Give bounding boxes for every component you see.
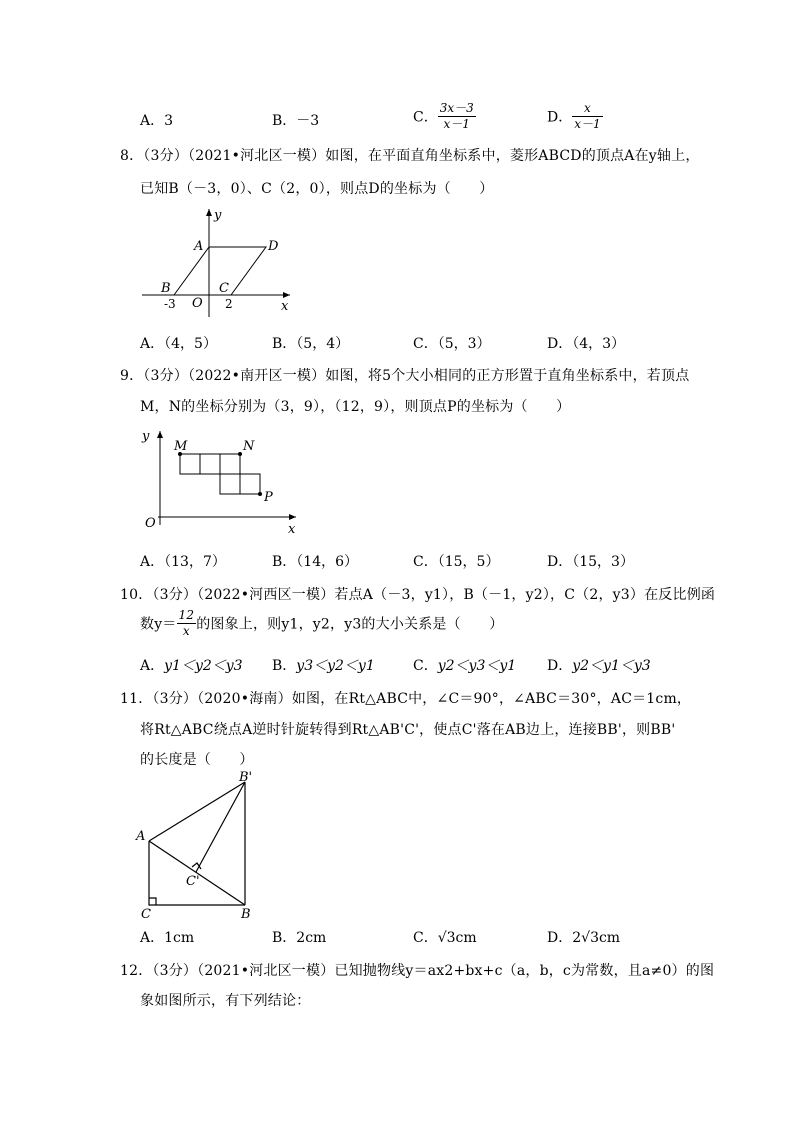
- q9-y-arrow-icon: [157, 431, 163, 438]
- q9-point-p: [258, 492, 262, 496]
- q8-x-arrow-icon: [283, 292, 290, 298]
- q11-label-b-prime: B': [239, 770, 253, 785]
- q9-option-d: D．（15，3）: [547, 554, 634, 570]
- q8-stem-line1: 8．（3分）（2021•河北区一模）如图，在平面直角坐标系中，菱形ABCD的顶点A在y轴上，: [120, 148, 700, 164]
- q8-tick-2: 2: [225, 297, 233, 311]
- q9-option-b: B．（14，6）: [272, 554, 359, 570]
- q11-label-a: A: [136, 829, 146, 844]
- q9-square-2: [200, 454, 220, 474]
- q9-square-5: [240, 474, 260, 494]
- q8-label-b: B: [161, 281, 171, 296]
- q7-option-a: A．3: [140, 113, 174, 129]
- q7-option-c: C． $\frac{3x-3}{x-1}$: [413, 101, 474, 131]
- q8-tick-neg3: -3: [164, 297, 176, 311]
- q7-c-numerator: 3x－3: [439, 101, 474, 115]
- q11-stem-line3: 的长度是（ ）: [140, 752, 254, 768]
- q8-label-o: O: [192, 296, 203, 311]
- q8-option-b: B．（5，4）: [272, 336, 350, 352]
- q7-d-numerator: x: [572, 101, 602, 117]
- q8-label-c: C: [219, 281, 229, 296]
- q10-option-d: D．y2＜y1＜y3: [547, 658, 651, 674]
- q8-option-d: D．（4，3）: [547, 336, 626, 352]
- q10-stem-line2: 数y＝ $\frac{12}{x}$ 的图象上，则y1，y2，y3的大小关系是（ ）: [140, 608, 504, 638]
- q9-squares-figure: [138, 425, 308, 535]
- q9-label-p: P: [264, 490, 273, 505]
- q8-option-c: C．（5，3）: [413, 336, 491, 352]
- q7-option-b: B．－3: [272, 113, 320, 129]
- q9-label-o: O: [145, 516, 156, 531]
- q12-stem-line2: 象如图所示，有下列结论：: [140, 993, 311, 1009]
- q10-option-c: C．y2＜y3＜y1: [413, 658, 517, 674]
- q11-label-c: C: [141, 907, 151, 918]
- q11-label-b: B: [241, 907, 251, 918]
- q9-square-4: [220, 474, 240, 494]
- q10-option-b: B．y3＜y2＜y1: [272, 658, 375, 674]
- q9-square-1: [180, 454, 200, 474]
- q10-stem-line1: 10．（3分）（2022•河西区一模）若点A（－3，y1），B（－1，y2），C（2，y3）在反比例函: [120, 587, 716, 603]
- q9-x-arrow-icon: [289, 514, 296, 520]
- q10-frac-numerator: 12: [178, 608, 195, 622]
- q9-option-a: A．（13，7）: [140, 554, 226, 570]
- q9-label-y: y: [142, 429, 150, 444]
- q11-option-c: C．√3cm: [413, 930, 477, 946]
- q8-label-x: x: [281, 299, 289, 314]
- q11-stem-line1: 11．（3分）（2020•海南）如图，在Rt△ABC中，∠C＝90°，∠ABC＝30°，AC＝1cm，: [120, 691, 692, 707]
- q8-label-a: A: [194, 239, 204, 254]
- q11-segment-b-prime-c-prime: [196, 782, 245, 872]
- q10-frac-denominator: x: [182, 624, 190, 638]
- q11-option-d: D．2√3cm: [547, 930, 621, 946]
- q10-option-a: A．y1＜y2＜y3: [140, 658, 243, 674]
- q8-y-arrow-icon: [206, 209, 212, 216]
- q9-stem-line2: M，N的坐标分别为（3，9），（12，9），则顶点P的坐标为（ ）: [140, 399, 571, 415]
- q9-label-m: M: [174, 439, 188, 454]
- q7-d-denominator: x－1: [574, 117, 601, 131]
- q9-squares: [180, 454, 260, 494]
- q8-rhombus-figure: [130, 205, 300, 320]
- q9-stem-line1: 9．（3分）（2022•南开区一模）如图，将5个大小相同的正方形置于直角坐标系中，若顶点: [120, 368, 690, 384]
- q12-stem-line1: 12．（3分）（2021•河北区一模）已知抛物线y＝ax2+bx+c（a，b，c为常数，且a≠0）的图: [120, 963, 715, 979]
- q8-label-d: D: [268, 239, 279, 254]
- q9-point-n: [238, 452, 242, 456]
- q7-c-denominator: x－1: [443, 117, 470, 131]
- q11-segment-ab-prime: [149, 782, 245, 841]
- q11-right-angle-c-prime: [192, 863, 201, 869]
- q9-option-c: C．（15，5）: [413, 554, 500, 570]
- q11-stem-line2: 将Rt△ABC绕点A逆时针旋转得到Rt△AB'C'，使点C'落在AB边上，连接BB'，则BB': [140, 722, 676, 738]
- q11-segment-ab: [149, 841, 245, 905]
- q11-option-b: B．2cm: [272, 930, 327, 946]
- q11-triangle-figure: [135, 770, 275, 918]
- q9-square-3: [220, 454, 240, 474]
- q11-label-c-prime: C': [186, 874, 200, 889]
- q7-option-d: D． $\frac{x}{x-1}$: [547, 101, 601, 131]
- q9-label-x: x: [288, 522, 296, 535]
- q9-label-n: N: [243, 439, 255, 454]
- q11-option-a: A．1cm: [140, 930, 195, 946]
- q8-label-y: y: [214, 208, 222, 223]
- q8-stem-line2: 已知B（－3，0）、C（2，0），则点D的坐标为（ ）: [140, 181, 494, 197]
- q11-right-angle-c: [149, 898, 156, 905]
- q8-option-a: A．（4，5）: [140, 336, 217, 352]
